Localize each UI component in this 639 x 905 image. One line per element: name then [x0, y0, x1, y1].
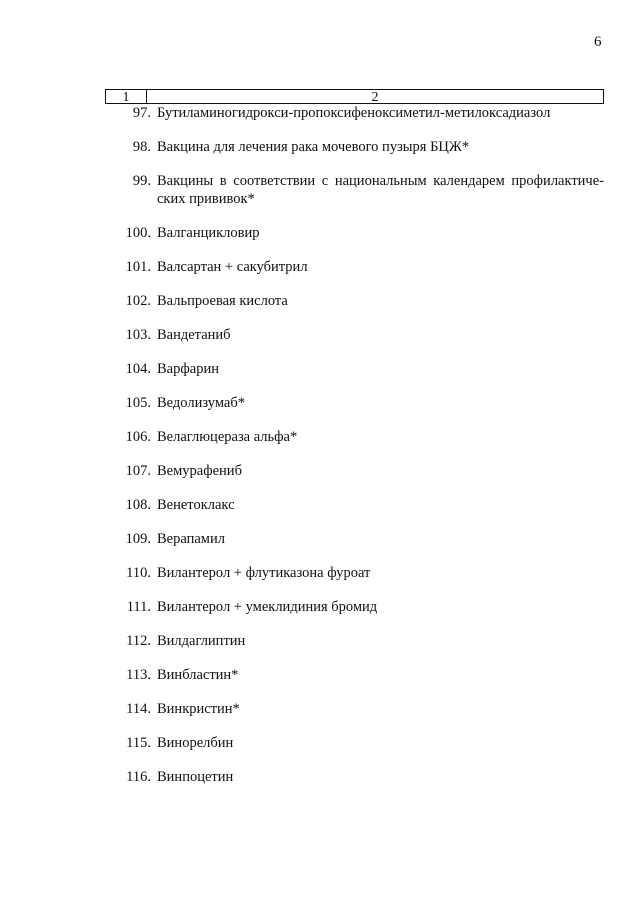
item-name: Валсартан + сакубитрил: [157, 259, 308, 275]
item-name: Вакцина для лечения рака мочевого пузыря БЦЖ*: [157, 139, 470, 155]
item-name: Вилдаглиптин: [157, 633, 246, 649]
item-number: 100.: [125, 225, 151, 241]
item-name: Венетоклакс: [157, 497, 235, 513]
item-number: 116.: [126, 769, 151, 785]
item-number: 105.: [125, 395, 151, 411]
list-item: [105, 496, 604, 514]
item-name: Вандетаниб: [157, 327, 231, 343]
item-number: 114.: [126, 701, 151, 717]
column-header-2: 2: [371, 90, 379, 105]
column-header-1: 1: [106, 90, 147, 103]
item-number: 97.: [132, 105, 151, 121]
table-column-header: [105, 89, 604, 104]
item-number: 104.: [125, 361, 151, 377]
list-item: [105, 326, 604, 344]
item-name: Велаглюцераза альфа*: [157, 429, 298, 445]
item-name: Вилантерол + умеклидиния бромид: [157, 599, 378, 615]
item-number: 110.: [126, 565, 151, 581]
drug-list: [105, 104, 604, 802]
item-number: 103.: [125, 327, 151, 343]
item-name: Вакцины в соответствии с национальным календарем профилактиче-ских прививок*: [157, 173, 604, 207]
item-name: Варфарин: [157, 361, 219, 377]
list-item: [105, 138, 604, 156]
list-item: [105, 700, 604, 718]
item-name: Вальпроевая кислота: [157, 293, 288, 309]
list-item: [105, 224, 604, 242]
list-item: [105, 564, 604, 582]
item-name: Вилантерол + флутиказона фуроат: [157, 565, 371, 581]
item-number: 108.: [125, 497, 151, 513]
list-item: [105, 258, 604, 276]
item-number: 112.: [126, 633, 151, 649]
item-number: 102.: [125, 293, 151, 309]
list-item: [105, 462, 604, 480]
item-number: 107.: [125, 463, 151, 479]
item-name: Ведолизумаб*: [157, 395, 245, 411]
item-number: 106.: [125, 429, 151, 445]
list-item: [105, 104, 604, 122]
item-name: Верапамил: [157, 531, 225, 547]
list-item: [105, 768, 604, 786]
page-number: 6: [594, 34, 602, 50]
item-name: Вемурафениб: [157, 463, 242, 479]
list-item: [105, 394, 604, 412]
item-number: 111.: [126, 599, 151, 615]
item-name: Винбластин*: [157, 667, 239, 683]
item-name: Бутиламиногидрокси-пропоксифеноксиметил-метилоксадиазол: [157, 105, 551, 121]
item-name: Валганцикловир: [157, 225, 260, 241]
list-item: [105, 360, 604, 378]
item-name: Винпоцетин: [157, 769, 234, 785]
list-item: [105, 734, 604, 752]
list-item: [105, 428, 604, 446]
list-item: [105, 666, 604, 684]
list-item: [105, 632, 604, 650]
list-item: [105, 292, 604, 310]
item-number: 109.: [125, 531, 151, 547]
list-item: [105, 530, 604, 548]
item-number: 98.: [132, 139, 151, 155]
list-item: [105, 598, 604, 616]
item-number: 101.: [125, 259, 151, 275]
item-number: 113.: [126, 667, 151, 683]
item-name: Винорелбин: [157, 735, 234, 751]
item-number: 99.: [132, 173, 151, 189]
item-number: 115.: [126, 735, 151, 751]
item-name: Винкристин*: [157, 701, 240, 717]
list-item: [105, 172, 604, 208]
